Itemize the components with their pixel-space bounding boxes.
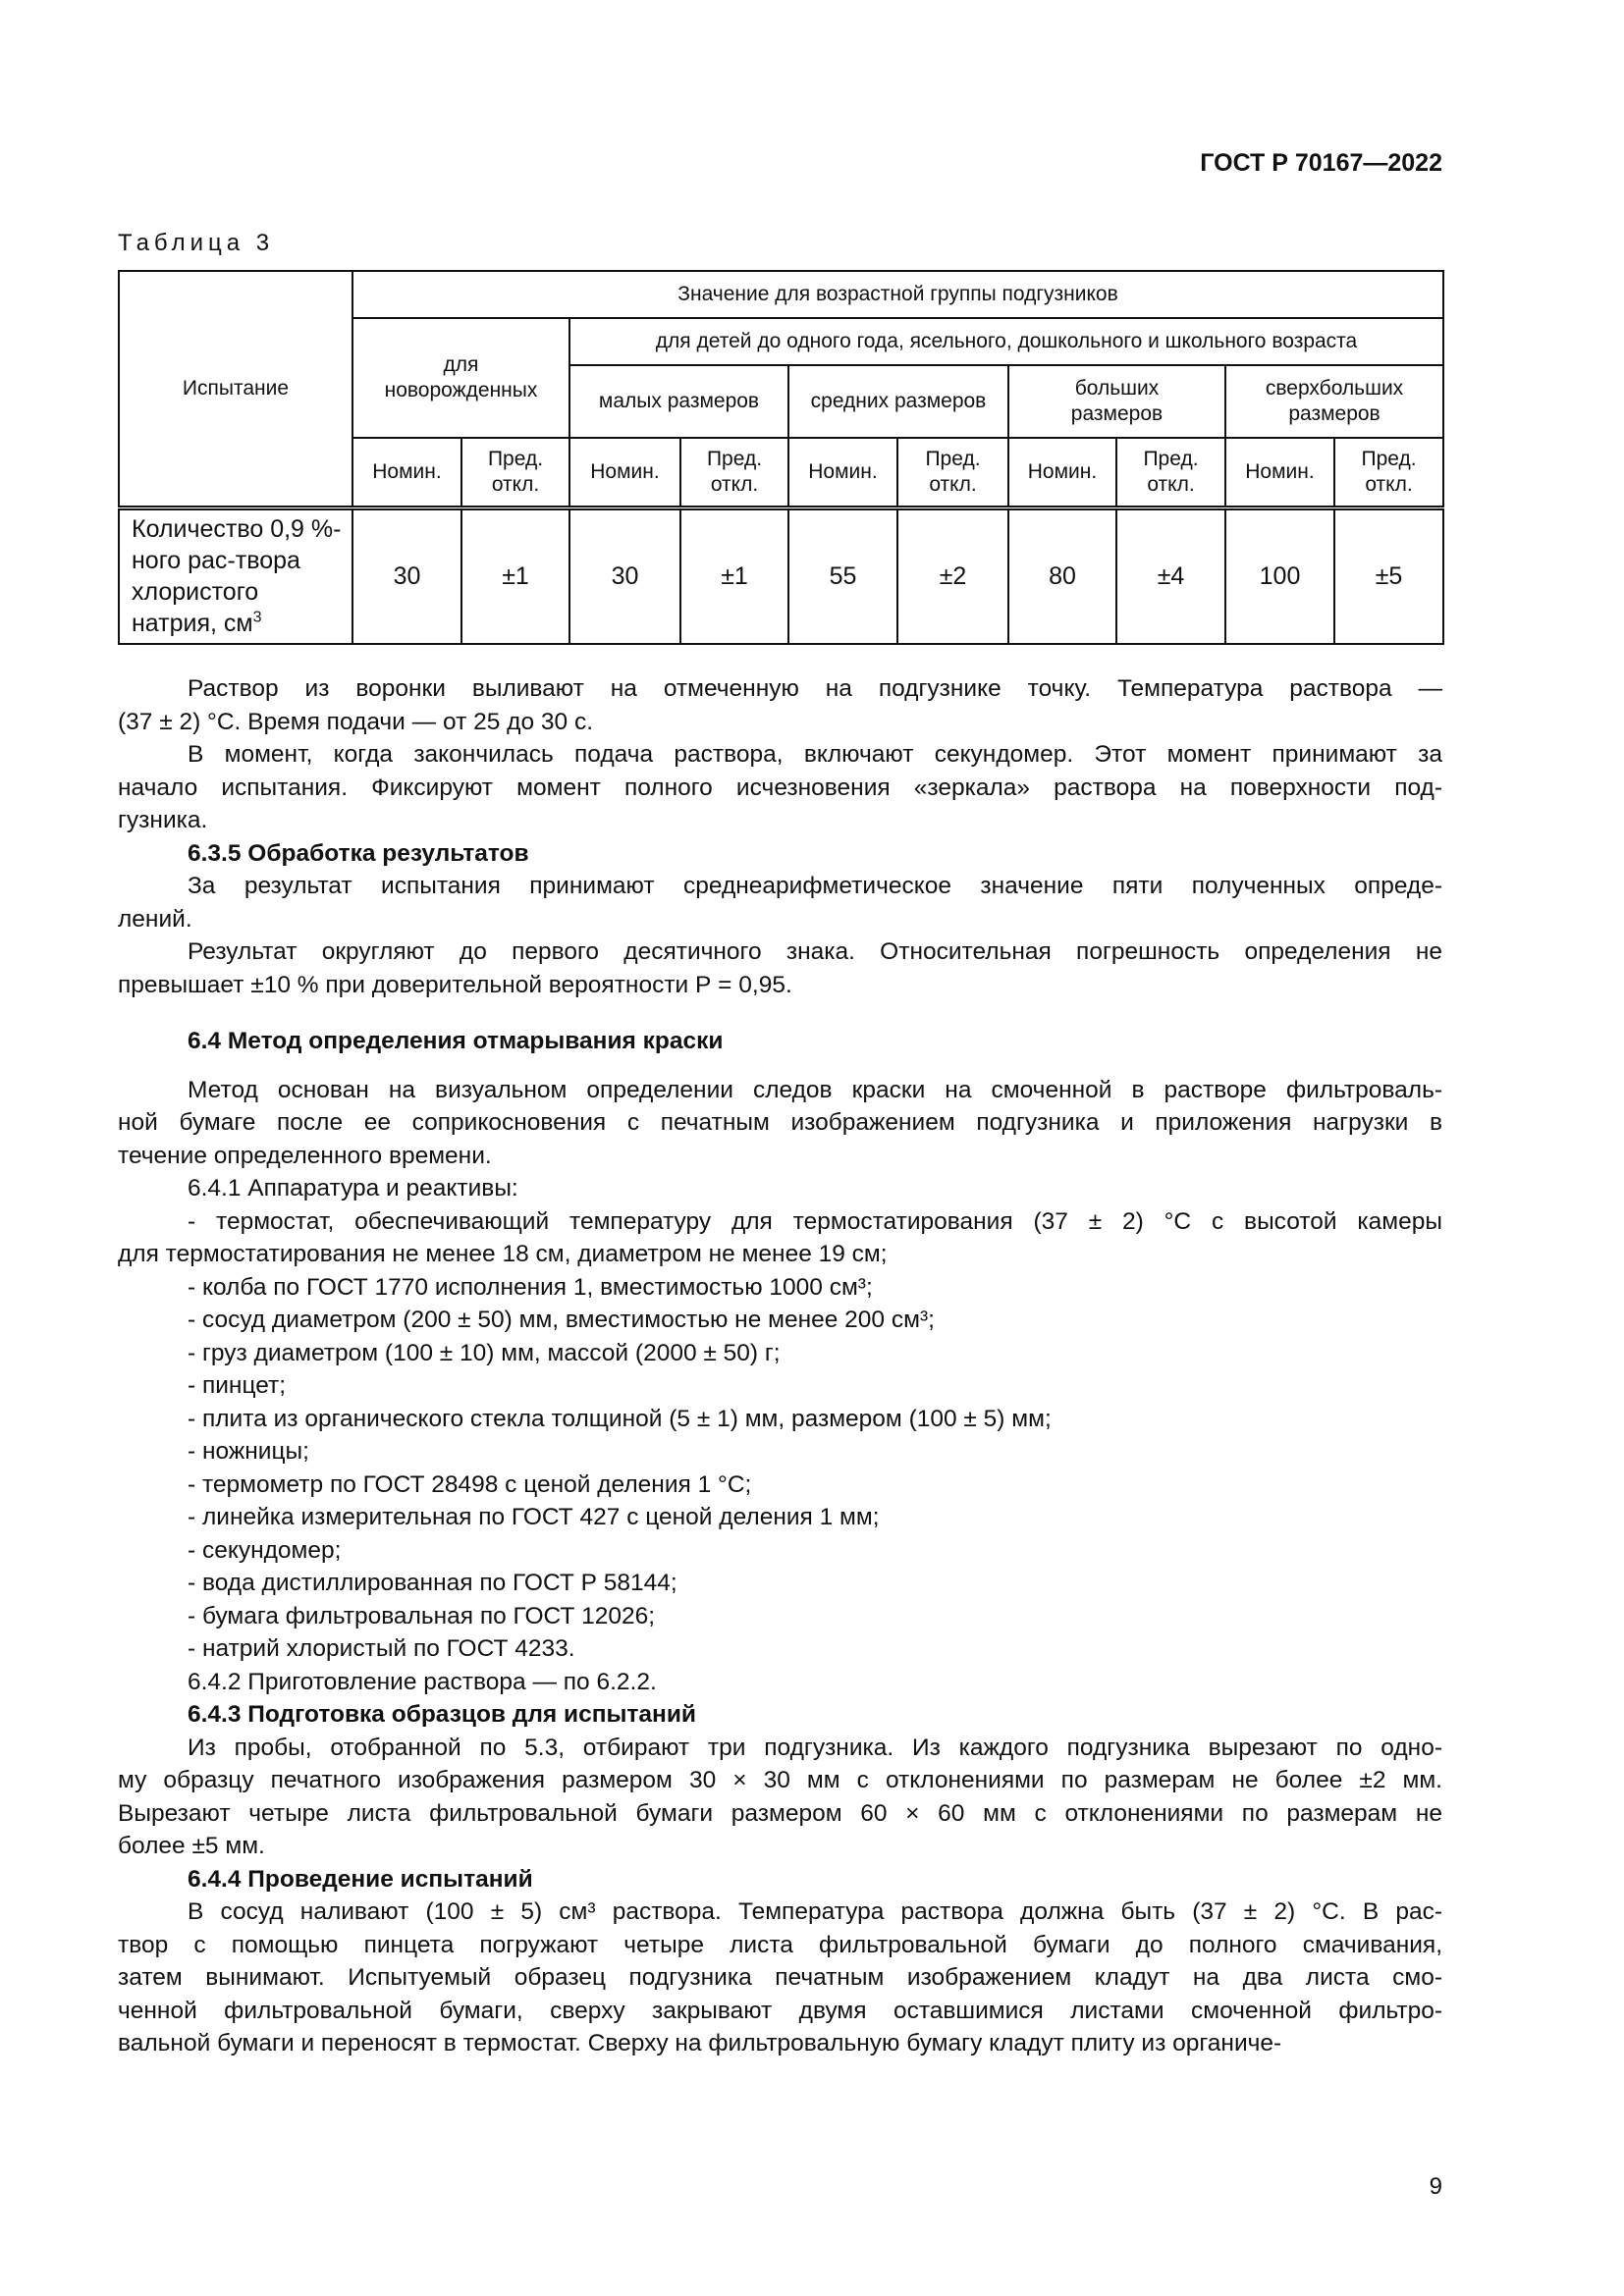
header-size-medium: средних размеров: [788, 365, 1008, 438]
deviation-cell: ±5: [1334, 507, 1443, 644]
section-heading: [118, 837, 1442, 871]
nominal-cell: 30: [352, 507, 461, 644]
deviation-cell: ±1: [461, 507, 569, 644]
paragraph: [118, 1435, 1442, 1468]
text-line: - плита из органического стекла толщиной (5 ± 1) мм, размером (100 ± 5) мм;: [188, 1405, 1052, 1432]
text-line: В сосуд наливают (100 ± 5) см³ раствора. Температура раствора должна быть (37 ± 2) °С. В рас-: [188, 1898, 1442, 1925]
paragraph: [118, 1271, 1442, 1305]
data-table: [118, 270, 1444, 645]
paragraph: [118, 1666, 1442, 1699]
header-size-large: больших размеров: [1008, 365, 1225, 438]
text-line: течение определенного времени.: [118, 1142, 492, 1169]
paragraph: [118, 1403, 1442, 1436]
subheader-deviation: Пред. откл.: [1116, 438, 1225, 507]
text-line: му образцу печатного изображения размером 30 × 30 мм с отклонениями по размерам не более ±2 мм.: [118, 1767, 1442, 1793]
text-line: - груз диаметром (100 ± 10) мм, массой (2000 ± 50) г;: [188, 1339, 781, 1366]
subheader-nominal: Номин.: [1008, 438, 1116, 507]
paragraph: [118, 1896, 1442, 2060]
row-label-sup: 3: [252, 609, 262, 626]
subheader-deviation: Пред. откл.: [1334, 438, 1443, 507]
subheader-nominal: Номин.: [352, 438, 461, 507]
text-line: 6.3.5 Обработка результатов: [188, 839, 529, 867]
paragraph: [118, 738, 1442, 837]
text-line: 6.4.3 Подготовка образцов для испытаний: [188, 1701, 696, 1728]
paragraph: [118, 1501, 1442, 1534]
text-line: затем вынимают. Испытуемый образец подгузника печатным изображением кладут на два листа смо-: [118, 1964, 1442, 1991]
text-line: - термометр по ГОСТ 28498 с ценой деления 1 °С;: [188, 1470, 752, 1498]
text-line: За результат испытания принимают среднеарифметическое значение пяти полученных опреде-: [188, 873, 1442, 899]
row-label: [119, 507, 352, 644]
text-line: 6.4.2 Приготовление раствора — по 6.2.2.: [188, 1668, 657, 1695]
text-line: - линейка измерительная по ГОСТ 427 с ценой деления 1 мм;: [188, 1504, 880, 1530]
header-size-small: малых размеров: [569, 365, 788, 438]
header-test: Испытание: [119, 271, 352, 507]
text-line: Результат округляют до первого десятичного знака. Относительная погрешность определения не: [188, 938, 1442, 965]
text-line: - бумага фильтровальная по ГОСТ 12026;: [188, 1602, 656, 1629]
text-line: - вода дистиллированная по ГОСТ Р 58144;: [188, 1570, 677, 1596]
page-number: 9: [1429, 2173, 1442, 2200]
text-line: ченной фильтровальной бумаги, сверху закрывают двумя оставшимися листами смоченной фильтро-: [118, 1997, 1442, 2024]
nominal-cell: 55: [788, 507, 897, 644]
subheader-deviation: Пред. откл.: [897, 438, 1008, 507]
nominal-cell: 100: [1225, 507, 1334, 644]
subheader-nominal: Номин.: [788, 438, 897, 507]
text-line: твор с помощью пинцета погружают четыре листа фильтровальной бумаги до полного смачивания,: [118, 1931, 1442, 1958]
paragraph: [118, 1337, 1442, 1370]
text-line: - термостат, обеспечивающий температуру для термостатирования (37 ± 2) °С с высотой камеры: [188, 1207, 1442, 1235]
text-line: 6.4.1 Аппаратура и реактивы:: [188, 1175, 518, 1201]
nominal-cell: 30: [569, 507, 680, 644]
text-line: В момент, когда закончилась подача раствора, включают секундомер. Этот момент принимают за: [188, 741, 1442, 768]
paragraph: [118, 672, 1442, 738]
paragraph: [118, 1468, 1442, 1502]
subheader-nominal: Номин.: [569, 438, 680, 507]
paragraph: [118, 1074, 1442, 1173]
row-label-text: Количество 0,9 %-ного рас-твора хлористого натрия, см: [132, 515, 342, 638]
header-children: для детей до одного года, ясельного, дошкольного и школьного возраста: [569, 318, 1443, 365]
text-line: более ±5 мм.: [118, 1833, 265, 1859]
subheader-deviation: Пред. откл.: [461, 438, 569, 507]
text-line: - секундомер;: [188, 1536, 342, 1564]
deviation-cell: ±4: [1116, 507, 1225, 644]
paragraph: [118, 1172, 1442, 1205]
subheader-nominal: Номин.: [1225, 438, 1334, 507]
text-line: - ножницы;: [188, 1438, 309, 1465]
text-line: для термостатирования не менее 18 см, диаметром не менее 19 см;: [118, 1241, 888, 1267]
paragraph: [118, 870, 1442, 935]
text-line: вальной бумаги и переносят в термостат. Сверху на фильтровальную бумагу кладут плиту из органиче-: [118, 2030, 1282, 2056]
text-line: лений.: [118, 905, 192, 933]
paragraph: [118, 1600, 1442, 1633]
paragraph: [118, 1534, 1442, 1568]
subheader-deviation: Пред. откл.: [680, 438, 788, 507]
header-newborn: для новорожденных: [352, 318, 569, 438]
nominal-cell: 80: [1008, 507, 1116, 644]
paragraph: [118, 1732, 1442, 1863]
section-heading: [118, 1863, 1442, 1896]
section-heading: [118, 1698, 1442, 1732]
header-size-xlarge: сверхбольших размеров: [1225, 365, 1443, 438]
text-line: - колба по ГОСТ 1770 исполнения 1, вместимостью 1000 см³;: [188, 1273, 873, 1301]
text-line: превышает ±10 % при доверительной вероятности Р = 0,95.: [118, 971, 792, 998]
text-line: начало испытания. Фиксируют момент полного исчезновения «зеркала» раствора на поверхности под-: [118, 774, 1442, 801]
document-body: [118, 672, 1442, 2060]
section-heading: [118, 1025, 1442, 1058]
text-line: Вырезают четыре листа фильтровальной бумаги размером 60 × 60 мм с отклонениями по размерам не: [118, 1799, 1442, 1827]
table-caption: Таблица 3: [118, 230, 275, 256]
paragraph: [118, 1369, 1442, 1403]
text-line: - пинцет;: [188, 1372, 287, 1399]
text-line: (37 ± 2) °С. Время подачи — от 25 до 30 с.: [118, 708, 593, 735]
paragraph: [118, 1567, 1442, 1600]
paragraph: [118, 935, 1442, 1001]
text-line: ной бумаге после ее соприкосновения с печатным изображением подгузника и приложения нагрузки в: [118, 1109, 1442, 1136]
paragraph: [118, 1205, 1442, 1271]
deviation-cell: ±1: [680, 507, 788, 644]
text-line: 6.4.4 Проведение испытаний: [188, 1865, 533, 1893]
header-group: Значение для возрастной группы подгузников: [352, 271, 1443, 318]
text-line: Раствор из воронки выливают на отмеченную на подгузнике точку. Температура раствора —: [188, 675, 1442, 702]
text-line: гузника.: [118, 807, 208, 833]
text-line: Метод основан на визуальном определении следов краски на смоченной в растворе фильтроваль-: [188, 1076, 1442, 1103]
deviation-cell: ±2: [897, 507, 1008, 644]
paragraph: [118, 1632, 1442, 1666]
table-row: [119, 507, 1443, 644]
text-line: - натрий хлористый по ГОСТ 4233.: [188, 1635, 575, 1662]
paragraph: [118, 1304, 1442, 1337]
text-line: - сосуд диаметром (200 ± 50) мм, вместимостью не менее 200 см³;: [188, 1307, 935, 1333]
document-id: ГОСТ Р 70167—2022: [1200, 149, 1442, 177]
text-line: Из пробы, отобранной по 5.3, отбирают три подгузника. Из каждого подгузника вырезают по одно-: [188, 1734, 1442, 1761]
text-line: 6.4 Метод определения отмарывания краски: [188, 1028, 724, 1054]
